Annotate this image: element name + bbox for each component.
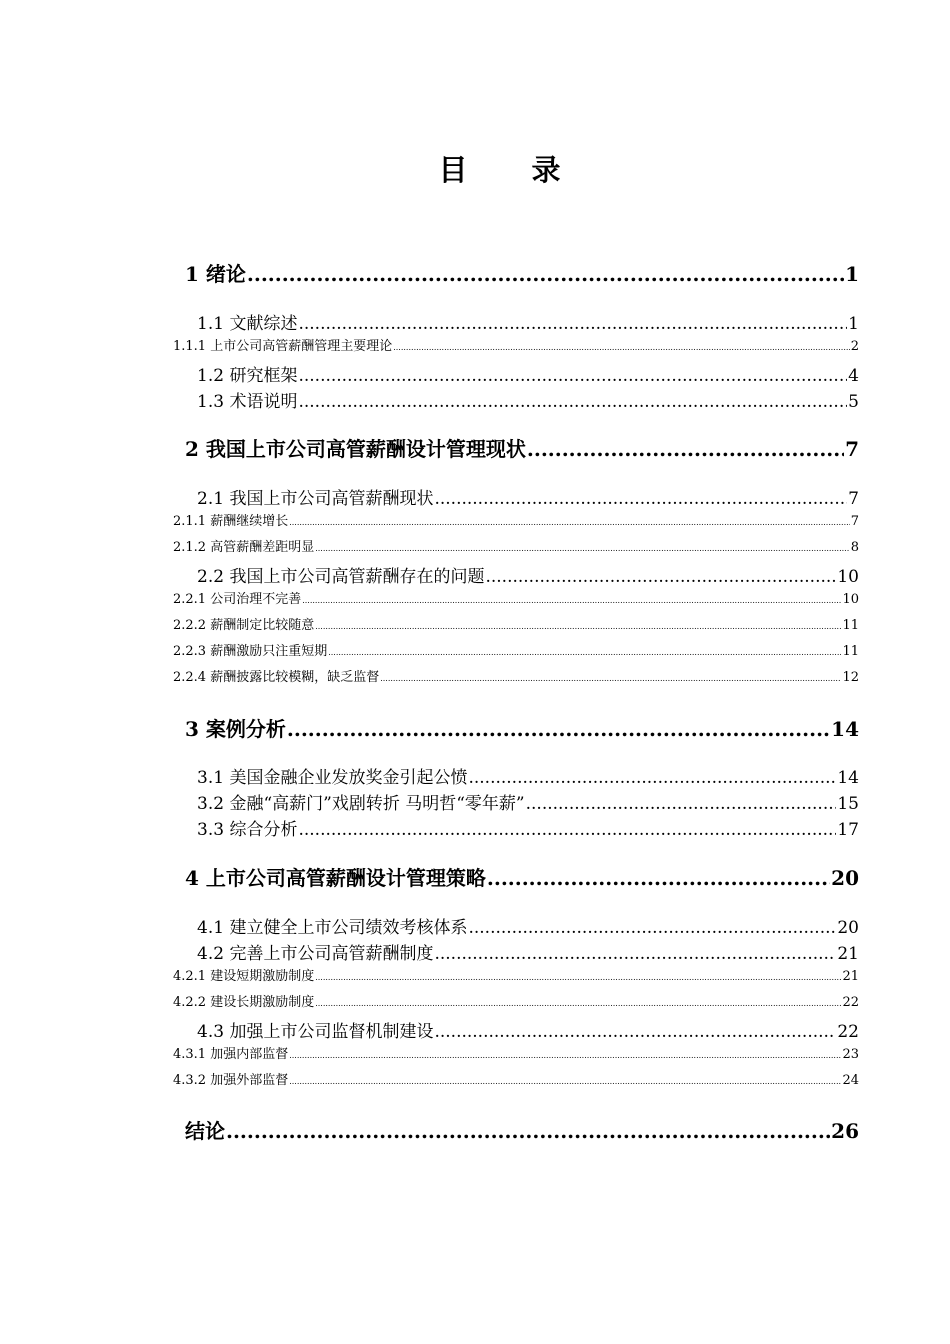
toc-entry-label: 3.1 美国金融企业发放奖金引起公愤: [197, 768, 468, 788]
toc-entry-label: 4.3.2 加强外部监督: [173, 1073, 289, 1088]
toc-entry[interactable]: [173, 536, 859, 555]
toc-leader-dots: [315, 544, 850, 553]
toc-entry-label: 1.1 文献综述: [197, 314, 298, 334]
toc-entry[interactable]: [173, 965, 859, 984]
toc-entry[interactable]: [197, 913, 859, 938]
toc-entry[interactable]: [173, 640, 859, 659]
toc-entry-label: 4.2.2 建设长期激励制度: [173, 995, 315, 1010]
toc-leader-dots: [328, 648, 841, 657]
toc-entry-label: 4.2 完善上市公司高管薪酬制度: [197, 944, 434, 964]
toc-leader-dots: [226, 1119, 830, 1143]
toc-entry-label: 4.2.1 建设短期激励制度: [173, 969, 315, 984]
toc-entry[interactable]: [173, 1043, 859, 1062]
toc-entry[interactable]: [173, 1069, 859, 1088]
toc-leader-dots: [434, 944, 836, 964]
toc-entry-label: 2.1.2 高管薪酬差距明显: [173, 540, 315, 555]
toc-leader-dots: [298, 314, 847, 334]
toc-entry[interactable]: [197, 361, 859, 386]
toc-entry[interactable]: [173, 588, 859, 607]
toc-entry[interactable]: [185, 1115, 859, 1144]
toc-leader-dots: [380, 674, 841, 683]
toc-page-number: 17: [837, 820, 859, 840]
toc-leader-dots: [315, 622, 841, 631]
toc-leader-dots: [247, 262, 844, 286]
toc-leader-dots: [468, 918, 836, 938]
toc-page-number: 21: [837, 944, 859, 964]
toc-entry-label: 2.2.3 薪酬激励只注重短期: [173, 644, 328, 659]
toc-page-number: 7: [845, 437, 859, 461]
toc-entry-label: 4.3 加强上市公司监督机制建设: [197, 1022, 434, 1042]
toc-entry[interactable]: [197, 815, 859, 840]
toc-entry-label: 4.1 建立健全上市公司绩效考核体系: [197, 918, 468, 938]
toc-entry-label: 2.2.4 薪酬披露比较模糊，缺乏监督: [173, 670, 380, 685]
toc-entry-label: 2.2.1 公司治理不完善: [173, 592, 302, 607]
toc-leader-dots: [485, 567, 836, 587]
toc-leader-dots: [526, 794, 837, 814]
toc-entry[interactable]: [185, 713, 859, 742]
toc-entry[interactable]: [173, 510, 859, 529]
toc-page-number: 7: [848, 489, 859, 509]
toc-entry-label: 3 案例分析: [185, 717, 286, 741]
toc-entry-label: 4.3.1 加强内部监督: [173, 1047, 289, 1062]
toc-entry[interactable]: [173, 614, 859, 633]
toc-leader-dots: [315, 999, 841, 1008]
toc-entry-label: 1 绪论: [185, 262, 246, 286]
toc-page-number: 22: [837, 1022, 859, 1042]
toc-entry[interactable]: [185, 862, 859, 891]
toc-entry[interactable]: [173, 991, 859, 1010]
toc-entry[interactable]: [197, 309, 859, 334]
toc-entry[interactable]: [185, 433, 859, 462]
toc-entry-label: 1.1.1 上市公司高管薪酬管理主要理论: [173, 339, 393, 354]
toc-leader-dots: [434, 1022, 836, 1042]
toc-leader-dots: [302, 596, 841, 605]
toc-entry[interactable]: [197, 939, 859, 964]
toc-entry-label: 4 上市公司高管薪酬设计管理策略: [185, 866, 486, 890]
toc-page-number: 20: [831, 866, 859, 890]
page-title: 目录: [438, 153, 625, 187]
toc-entry-label: 2.1 我国上市公司高管薪酬现状: [197, 489, 434, 509]
toc-page-number: 1: [848, 314, 859, 334]
toc-entry-label: 3.2 金融“高薪门”戏剧转折 马明哲“零年薪”: [197, 794, 525, 814]
toc-page-number: 11: [842, 618, 859, 633]
toc-page-number: 12: [842, 670, 859, 685]
toc-entry[interactable]: [197, 484, 859, 509]
toc-page-number: 22: [842, 995, 859, 1010]
toc-entry-label: 1.2 研究框架: [197, 366, 298, 386]
toc-entry[interactable]: [185, 258, 859, 287]
toc-page-number: 2: [850, 339, 859, 354]
toc-leader-dots: [487, 866, 830, 890]
toc-leader-dots: [289, 1051, 841, 1060]
toc-leader-dots: [468, 768, 836, 788]
toc-entry-label: 结论: [185, 1119, 225, 1143]
toc-page-number: 7: [850, 514, 859, 529]
toc-entry-label: 1.3 术语说明: [197, 392, 298, 412]
toc-entry[interactable]: [173, 335, 859, 354]
toc-page-number: 11: [842, 644, 859, 659]
toc-entry[interactable]: [197, 789, 859, 814]
toc-leader-dots: [298, 820, 836, 840]
toc-leader-dots: [298, 366, 847, 386]
toc-page-number: 8: [850, 540, 859, 555]
toc-leader-dots: [289, 518, 850, 527]
toc-leader-dots: [289, 1077, 841, 1086]
toc-page-number: 10: [837, 567, 859, 587]
toc-page-number: 5: [848, 392, 859, 412]
toc-entry[interactable]: [197, 1017, 859, 1042]
toc-entry[interactable]: [173, 666, 859, 685]
toc-entry[interactable]: [197, 387, 859, 412]
toc-page-number: 10: [842, 592, 859, 607]
toc-leader-dots: [298, 392, 847, 412]
toc-entry[interactable]: [197, 562, 859, 587]
toc-page-number: 4: [848, 366, 859, 386]
toc-entry-label: 2.1.1 薪酬继续增长: [173, 514, 289, 529]
toc-page-number: 26: [831, 1119, 859, 1143]
toc-leader-dots: [315, 973, 841, 982]
toc-entry-label: 2.2.2 薪酬制定比较随意: [173, 618, 315, 633]
toc-page-number: 24: [842, 1073, 859, 1088]
toc-leader-dots: [287, 717, 830, 741]
toc-page-number: 20: [837, 918, 859, 938]
toc-page-number: 14: [831, 717, 859, 741]
toc-page-number: 21: [842, 969, 859, 984]
toc-entry[interactable]: [197, 763, 859, 788]
toc-leader-dots: [527, 437, 844, 461]
toc-leader-dots: [434, 489, 847, 509]
toc-entry-label: 3.3 综合分析: [197, 820, 298, 840]
toc-leader-dots: [393, 343, 850, 352]
toc-entry-label: 2.2 我国上市公司高管薪酬存在的问题: [197, 567, 485, 587]
toc-page-number: 14: [837, 768, 859, 788]
toc-entry-label: 2 我国上市公司高管薪酬设计管理现状: [185, 437, 526, 461]
toc-page-number: 23: [842, 1047, 859, 1062]
toc-page-number: 15: [837, 794, 859, 814]
toc-page-number: 1: [845, 262, 859, 286]
